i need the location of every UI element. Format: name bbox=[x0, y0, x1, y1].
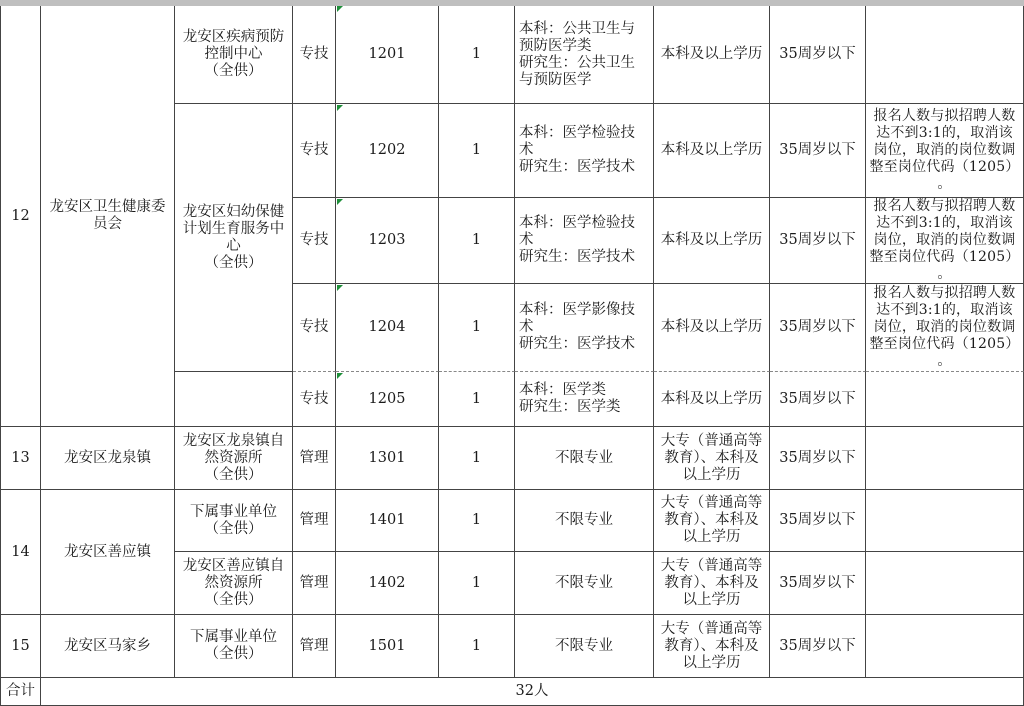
post-type-cell[interactable]: 管理 bbox=[293, 427, 336, 490]
post-code-cell[interactable]: 1203 bbox=[336, 198, 439, 284]
note-cell[interactable] bbox=[866, 6, 1024, 104]
post-count-cell[interactable]: 1 bbox=[439, 615, 515, 678]
education-cell[interactable]: 本科及以上学历 bbox=[654, 104, 770, 198]
cell-marker-icon bbox=[337, 6, 343, 12]
post-code-cell[interactable]: 1201 bbox=[336, 6, 439, 104]
major-cell[interactable]: 不限专业 bbox=[515, 615, 654, 678]
post-code-cell[interactable]: 1401 bbox=[336, 490, 439, 552]
post-type-cell[interactable]: 专技 bbox=[293, 372, 336, 427]
note-cell[interactable]: 报名人数与拟招聘人数 达不到3:1的，取消该 岗位，取消的岗位数调 整至岗位代码（1205） 。 bbox=[866, 198, 1024, 284]
education-cell[interactable]: 本科及以上学历 bbox=[654, 198, 770, 284]
education-cell[interactable]: 大专（普通高等 教育）、本科及 以上学历 bbox=[654, 490, 770, 552]
age-cell[interactable]: 35周岁以下 bbox=[770, 198, 866, 284]
education-cell[interactable]: 大专（普通高等 教育）、本科及 以上学历 bbox=[654, 552, 770, 615]
unit-cell-1402[interactable]: 龙安区善应镇自 然资源所 （全供） bbox=[175, 552, 293, 615]
post-type-cell[interactable]: 管理 bbox=[293, 490, 336, 552]
post-count-cell[interactable]: 1 bbox=[439, 427, 515, 490]
post-count-cell[interactable]: 1 bbox=[439, 198, 515, 284]
unit-cell-1301[interactable]: 龙安区龙泉镇自 然资源所 （全供） bbox=[175, 427, 293, 490]
note-cell[interactable] bbox=[866, 490, 1024, 552]
note-cell[interactable] bbox=[866, 427, 1024, 490]
major-cell[interactable]: 本科：医学影像技 术 研究生：医学技术 bbox=[515, 284, 654, 372]
row-number-14[interactable]: 14 bbox=[0, 490, 41, 615]
post-type-cell[interactable]: 专技 bbox=[293, 104, 336, 198]
cell-marker-icon bbox=[337, 285, 343, 291]
total-label-cell[interactable]: 合计 bbox=[0, 678, 41, 706]
age-cell[interactable]: 35周岁以下 bbox=[770, 615, 866, 678]
note-cell[interactable] bbox=[866, 372, 1024, 427]
post-type-cell[interactable]: 管理 bbox=[293, 615, 336, 678]
post-count-cell[interactable]: 1 bbox=[439, 284, 515, 372]
post-code-cell[interactable]: 1202 bbox=[336, 104, 439, 198]
note-cell[interactable] bbox=[866, 615, 1024, 678]
cell-marker-icon bbox=[337, 105, 343, 111]
row-number-12[interactable]: 12 bbox=[0, 6, 41, 427]
age-cell[interactable]: 35周岁以下 bbox=[770, 6, 866, 104]
row-number-13[interactable]: 13 bbox=[0, 427, 41, 490]
education-cell[interactable]: 本科及以上学历 bbox=[654, 6, 770, 104]
dept-cell-15[interactable]: 龙安区马家乡 bbox=[41, 615, 175, 678]
post-count-cell[interactable]: 1 bbox=[439, 490, 515, 552]
note-cell[interactable]: 报名人数与拟招聘人数 达不到3:1的，取消该 岗位，取消的岗位数调 整至岗位代码（1205） 。 bbox=[866, 284, 1024, 372]
post-type-cell[interactable]: 专技 bbox=[293, 6, 336, 104]
education-cell[interactable]: 本科及以上学历 bbox=[654, 284, 770, 372]
age-cell[interactable]: 35周岁以下 bbox=[770, 490, 866, 552]
age-cell[interactable]: 35周岁以下 bbox=[770, 372, 866, 427]
education-cell[interactable]: 大专（普通高等 教育）、本科及 以上学历 bbox=[654, 615, 770, 678]
major-cell[interactable]: 不限专业 bbox=[515, 427, 654, 490]
unit-cell-1201[interactable]: 龙安区疾病预防 控制中心 （全供） bbox=[175, 6, 293, 104]
post-code-cell[interactable]: 1501 bbox=[336, 615, 439, 678]
major-cell[interactable]: 不限专业 bbox=[515, 490, 654, 552]
post-code-cell[interactable]: 1402 bbox=[336, 552, 439, 615]
post-count-cell[interactable]: 1 bbox=[439, 552, 515, 615]
education-cell[interactable]: 大专（普通高等 教育）、本科及 以上学历 bbox=[654, 427, 770, 490]
note-cell[interactable]: 报名人数与拟招聘人数 达不到3:1的，取消该 岗位，取消的岗位数调 整至岗位代码（1205） 。 bbox=[866, 104, 1024, 198]
post-count-cell[interactable]: 1 bbox=[439, 6, 515, 104]
cell-marker-icon bbox=[337, 373, 343, 379]
major-cell[interactable]: 不限专业 bbox=[515, 552, 654, 615]
major-cell[interactable]: 本科：公共卫生与 预防医学类 研究生：公共卫生 与预防医学 bbox=[515, 6, 654, 104]
post-type-cell[interactable]: 专技 bbox=[293, 284, 336, 372]
dept-cell-14[interactable]: 龙安区善应镇 bbox=[41, 490, 175, 615]
post-count-cell[interactable]: 1 bbox=[439, 104, 515, 198]
age-cell[interactable]: 35周岁以下 bbox=[770, 552, 866, 615]
age-cell[interactable]: 35周岁以下 bbox=[770, 284, 866, 372]
note-cell[interactable] bbox=[866, 552, 1024, 615]
post-count-cell[interactable]: 1 bbox=[439, 372, 515, 427]
education-cell[interactable]: 本科及以上学历 bbox=[654, 372, 770, 427]
post-code-cell[interactable]: 1301 bbox=[336, 427, 439, 490]
post-type-cell[interactable]: 管理 bbox=[293, 552, 336, 615]
post-type-cell[interactable]: 专技 bbox=[293, 198, 336, 284]
dept-cell-12[interactable]: 龙安区卫生健康委 员会 bbox=[41, 6, 175, 427]
unit-cell-1501[interactable]: 下属事业单位 （全供） bbox=[175, 615, 293, 678]
major-cell[interactable]: 本科：医学类 研究生：医学类 bbox=[515, 372, 654, 427]
unit-cell-1202-1204[interactable]: 龙安区妇幼保健 计划生育服务中 心 （全供） bbox=[175, 104, 293, 372]
major-cell[interactable]: 本科：医学检验技 术 研究生：医学技术 bbox=[515, 198, 654, 284]
post-code-cell[interactable]: 1204 bbox=[336, 284, 439, 372]
post-code-cell[interactable]: 1205 bbox=[336, 372, 439, 427]
unit-cell-1401[interactable]: 下属事业单位 （全供） bbox=[175, 490, 293, 552]
cell-marker-icon bbox=[337, 199, 343, 205]
age-cell[interactable]: 35周岁以下 bbox=[770, 427, 866, 490]
major-cell[interactable]: 本科：医学检验技 术 研究生：医学技术 bbox=[515, 104, 654, 198]
age-cell[interactable]: 35周岁以下 bbox=[770, 104, 866, 198]
total-value-cell[interactable]: 32人 bbox=[41, 678, 1024, 706]
unit-cell-1205[interactable] bbox=[175, 372, 293, 427]
dept-cell-13[interactable]: 龙安区龙泉镇 bbox=[41, 427, 175, 490]
row-number-15[interactable]: 15 bbox=[0, 615, 41, 678]
